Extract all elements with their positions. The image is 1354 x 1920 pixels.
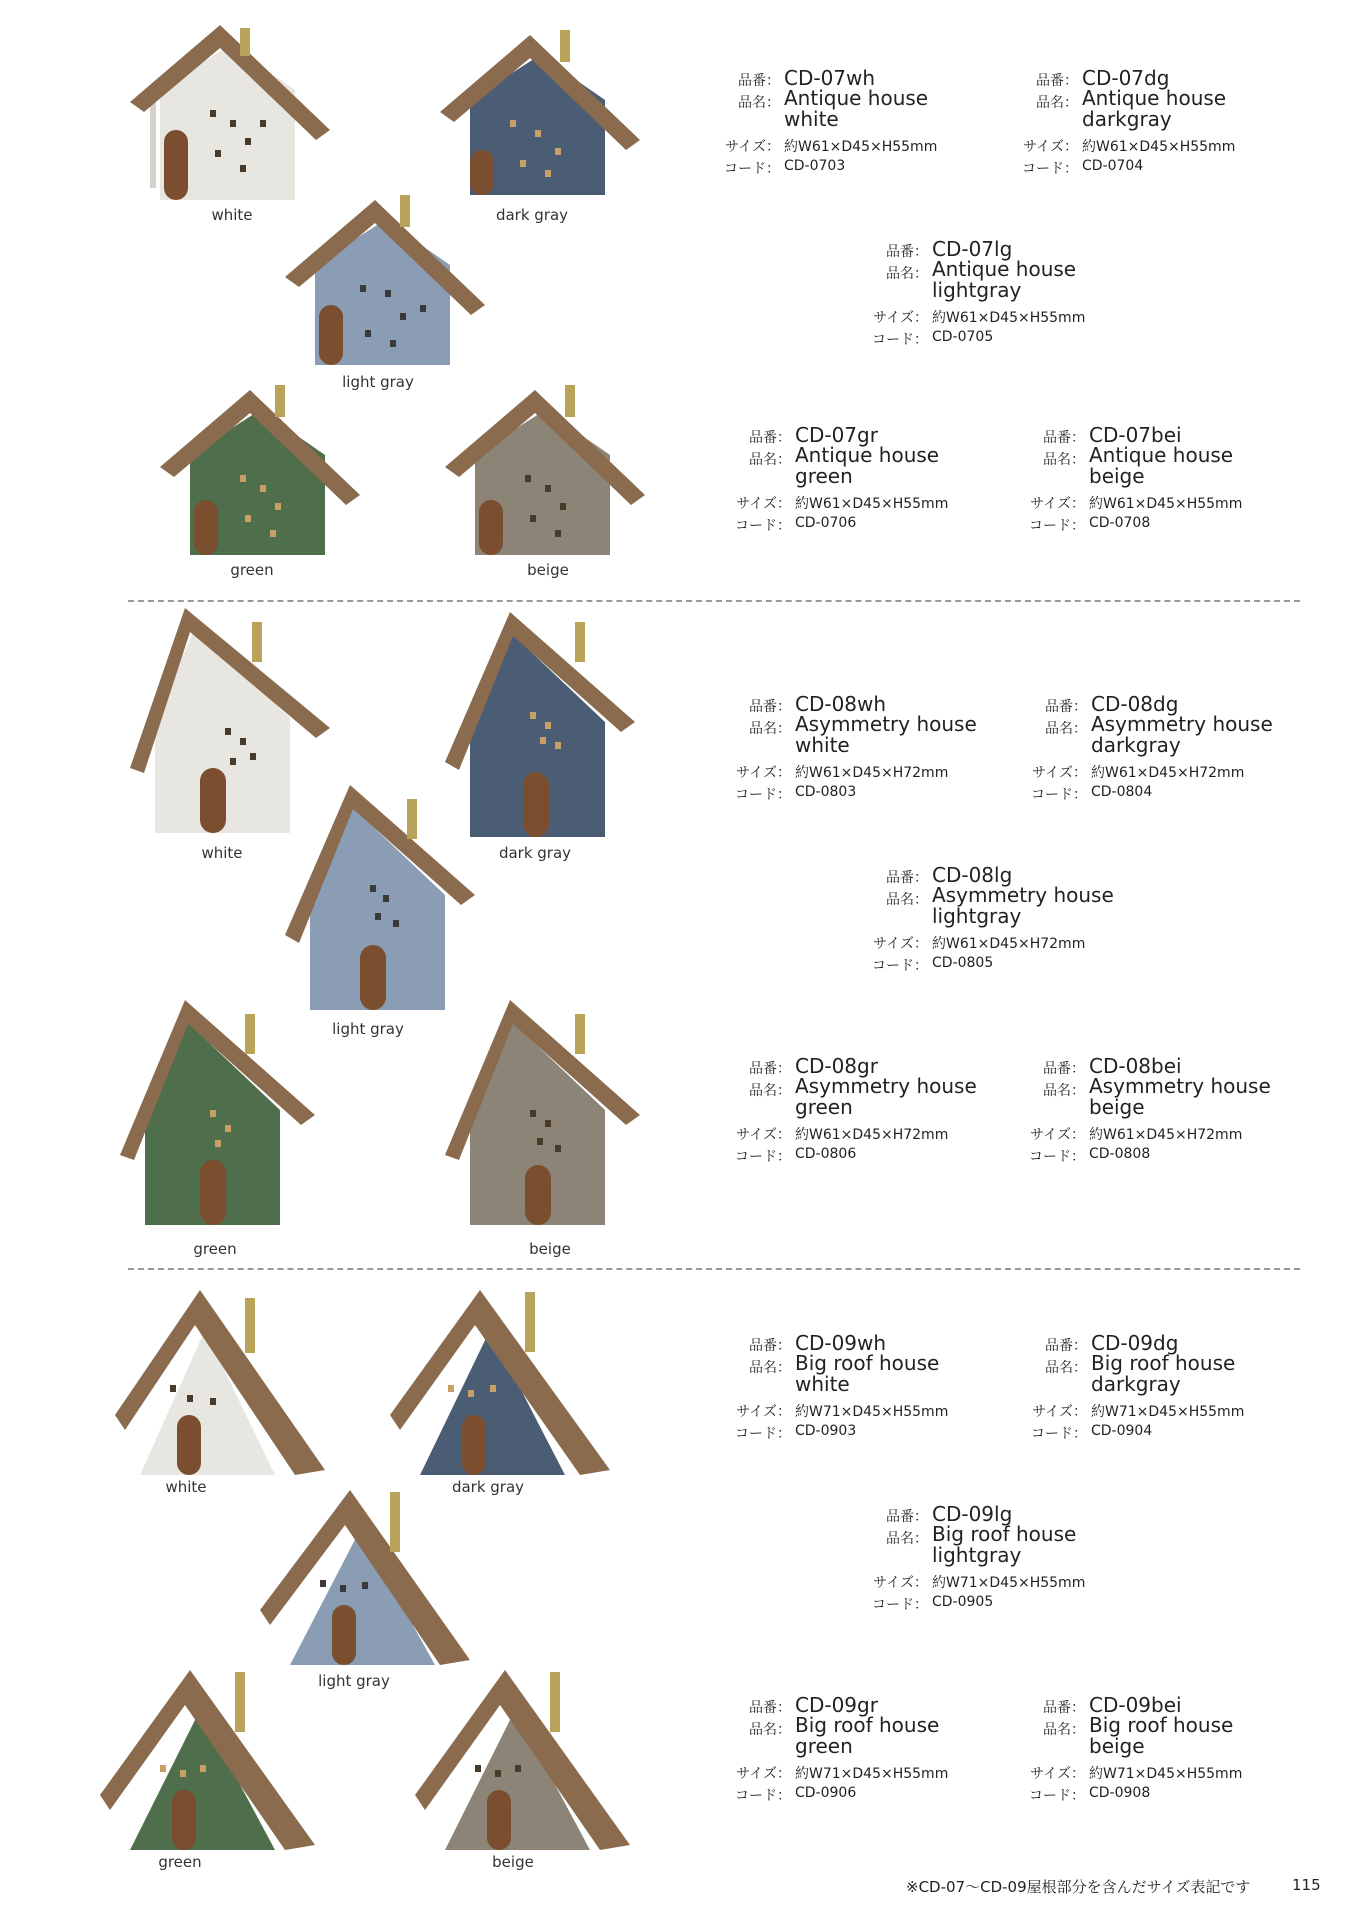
caption-07-darkgray: dark gray	[495, 206, 569, 224]
house-image-08-beige	[445, 1000, 645, 1230]
caption-08-green: green	[193, 1240, 237, 1258]
spec-cd-07wh: 品番： CD-07wh 品名： Antique house white サイズ： 約W61×D45×H55mm コード： CD-0703	[724, 66, 938, 177]
house-image-07-lightgray	[285, 195, 485, 370]
house-image-09-green	[100, 1670, 320, 1855]
caption-07-green: green	[230, 561, 274, 579]
caption-09-beige: beige	[492, 1853, 534, 1871]
house-image-07-darkgray	[440, 30, 640, 200]
house-image-09-darkgray	[390, 1290, 610, 1480]
caption-07-white: white	[211, 206, 253, 224]
spec-cd-07dg: 品番： CD-07dg 品名： Antique house darkgray サイズ： 約W61×D45×H55mm コード： CD-0704	[1022, 66, 1236, 177]
caption-09-darkgray: dark gray	[451, 1478, 525, 1496]
spec-cd-07gr: 品番： CD-07gr 品名： Antique house green サイズ： 約W61×D45×H55mm コード： CD-0706	[735, 423, 949, 534]
house-image-09-beige	[415, 1670, 635, 1855]
spec-cd-07lg: 品番： CD-07lg 品名： Antique house lightgray サイズ： 約W61×D45×H55mm コード： CD-0705	[872, 237, 1086, 348]
spec-cd-08wh: 品番： CD-08wh 品名： Asymmetry house white サイズ： 約W61×D45×H72mm コード： CD-0803	[735, 692, 977, 803]
section-divider	[128, 600, 1300, 602]
caption-09-white: white	[165, 1478, 207, 1496]
spec-cd-08bei: 品番： CD-08bei 品名： Asymmetry house beige サイズ： 約W61×D45×H72mm コード： CD-0808	[1029, 1054, 1271, 1165]
spec-cd-09gr: 品番： CD-09gr 品名： Big roof house green サイズ： 約W71×D45×H55mm コード： CD-0906	[735, 1693, 949, 1804]
house-image-08-lightgray	[285, 785, 485, 1015]
spec-cd-08gr: 品番： CD-08gr 品名： Asymmetry house green サイズ： 約W61×D45×H72mm コード： CD-0806	[735, 1054, 977, 1165]
spec-cd-09dg: 品番： CD-09dg 品名： Big roof house darkgray サイズ： 約W71×D45×H55mm コード： CD-0904	[1031, 1331, 1245, 1442]
size-footnote: ※CD-07〜CD-09屋根部分を含んだサイズ表記です	[906, 1878, 1251, 1896]
spec-cd-09lg: 品番： CD-09lg 品名： Big roof house lightgray サイズ： 約W71×D45×H55mm コード： CD-0905	[872, 1502, 1086, 1613]
house-image-07-beige	[445, 385, 645, 560]
caption-08-lightgray: light gray	[332, 1020, 404, 1038]
spec-cd-08dg: 品番： CD-08dg 品名： Asymmetry house darkgray サイズ： 約W61×D45×H72mm コード： CD-0804	[1031, 692, 1273, 803]
house-image-07-white	[130, 20, 330, 205]
spec-cd-08lg: 品番： CD-08lg 品名： Asymmetry house lightgray サイズ： 約W61×D45×H72mm コード： CD-0805	[872, 863, 1114, 974]
spec-cd-09bei: 品番： CD-09bei 品名： Big roof house beige サイズ： 約W71×D45×H55mm コード： CD-0908	[1029, 1693, 1243, 1804]
spec-cd-07bei: 品番： CD-07bei 品名： Antique house beige サイズ： 約W61×D45×H55mm コード： CD-0708	[1029, 423, 1243, 534]
caption-08-darkgray: dark gray	[498, 844, 572, 862]
page-number: 115	[1292, 1876, 1321, 1894]
house-image-09-white	[115, 1290, 325, 1480]
caption-08-beige: beige	[529, 1240, 571, 1258]
house-image-09-lightgray	[260, 1490, 480, 1670]
section-divider	[128, 1268, 1300, 1270]
caption-09-green: green	[158, 1853, 202, 1871]
caption-07-lightgray: light gray	[342, 373, 414, 391]
house-image-08-green	[120, 1000, 320, 1230]
caption-07-beige: beige	[527, 561, 569, 579]
house-image-07-green	[160, 385, 360, 560]
spec-cd-09wh: 品番： CD-09wh 品名： Big roof house white サイズ： 約W71×D45×H55mm コード： CD-0903	[735, 1331, 949, 1442]
caption-08-white: white	[201, 844, 243, 862]
caption-09-lightgray: light gray	[318, 1672, 390, 1690]
